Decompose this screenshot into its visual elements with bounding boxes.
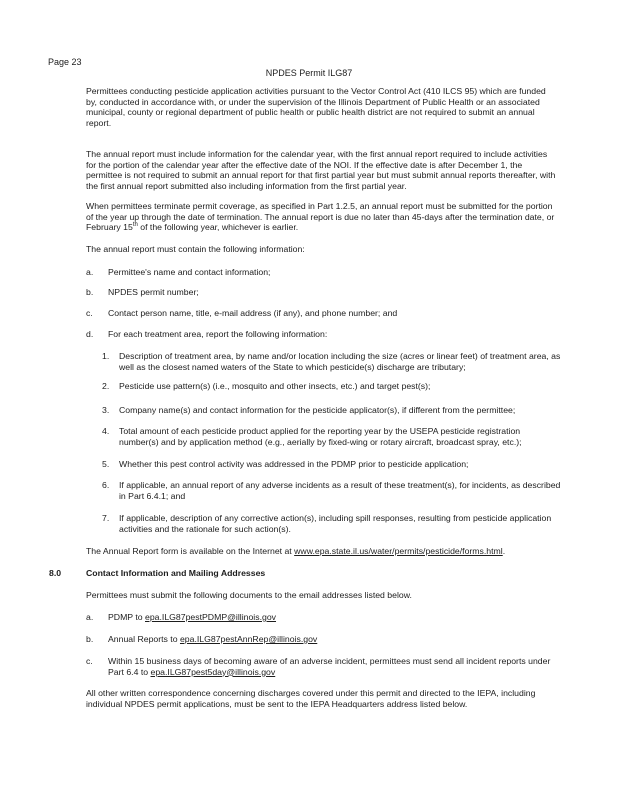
paragraph-vector-control: Permittees conducting pesticide application activities pursuant to the Vector Control Act (410 ILCS 95) which are funded by, conducted in accordance with, or under the supervision of the Illinois Department of Public Health or an associated municipal, county or regional department of public health or public health district are not required to submit an annual report. [86,86,546,128]
form-line-prefix: The Annual Report form is available on the Internet at [86,546,295,556]
contact-prefix: PDMP to [108,612,146,622]
form-availability-line [86,546,558,557]
contact-prefix: Annual Reports to [108,634,180,644]
contact-prefix: Within 15 business days of becoming aware of an adverse incident, permittees must send all incident reports under Part 6.4 to [108,656,551,677]
section-title: Contact Information and Mailing Addresses [86,568,266,578]
contact-text [108,612,558,623]
contact-text [108,634,558,645]
annual-report-email-link[interactable]: epa.ILG87pestAnnRep@illinois.gov [179,634,318,644]
list-text: NPDES permit number; [108,287,199,297]
forms-url-link[interactable]: www.epa.state.il.us/water/permits/pesticide/forms.html [294,546,503,556]
sub-list-label: 6. [102,480,110,490]
sub-list-text: If applicable, an annual report of any adverse incidents as a result of these treatment(s), for incidents, as described in Part 6.4.1; and [119,480,561,501]
sub-list-text: Total amount of each pesticide product applied for the reporting year by the USEPA pesticide registration number(s) and by application method (e.g., aerially by fixed-wing or rotary aircraft, broadcast spray, etc.); [119,426,522,447]
section-intro: Permittees must submit the following documents to the email addresses listed below. [86,590,412,600]
list-label: c. [86,308,93,318]
sub-list-text: Description of treatment area, by name and/or location including the size (acres or linear feet) of treatment area, as well as the closest named waters of the State to which pesticide(s) discharge are tributary; [119,351,561,372]
sub-list-text: Company name(s) and contact information for the pesticide applicator(s), if different from the permittee; [119,405,516,415]
contact-label: b. [86,634,94,644]
list-label: b. [86,287,94,297]
contact-text [108,656,558,677]
page-number: Page 23 [48,57,82,67]
contact-label: c. [86,656,93,666]
ordinal-suffix: th [132,222,138,229]
list-text: Permittee's name and contact information; [108,267,271,277]
sub-list-label: 2. [102,381,110,391]
sub-list-text: If applicable, description of any corrective action(s), including spill responses, resulting from pesticide application activities and the rationale for such action(s). [119,513,552,534]
sub-list-text: Pesticide use pattern(s) (i.e., mosquito and other insects, etc.) and target pest(s); [119,381,431,391]
paragraph-termination [86,201,558,233]
paragraph-report-contents: The annual report must contain the following information: [86,244,305,254]
sub-list-label: 5. [102,459,110,469]
section-number: 8.0 [49,568,62,578]
sub-list-label: 1. [102,351,110,361]
termination-text: When permittees terminate permit coverage, as specified in Part 1.2.5, an annual report must be submitted for the portion of the year up through the date of termination. The annual report is due no later than 45-days after the termination date, or February 15 [86,201,555,233]
list-text: Contact person name, title, e-mail address (if any), and phone number; and [108,308,398,318]
list-label: d. [86,329,94,339]
contact-label: a. [86,612,94,622]
form-line-suffix: . [502,546,506,556]
list-text: For each treatment area, report the following information: [108,329,328,339]
incident-email-link[interactable]: epa.ILG87pest5day@illinois.gov [150,666,276,677]
permit-title: NPDES Permit ILG87 [265,68,353,78]
sub-list-label: 3. [102,405,110,415]
termination-text-end: of the following year, whichever is earlier. [137,222,299,233]
sub-list-label: 7. [102,513,110,523]
pdmp-email-link[interactable]: epa.ILG87pestPDMP@illinois.gov [145,612,277,622]
sub-list-label: 4. [102,426,110,436]
sub-list-text: Whether this pest control activity was addressed in the PDMP prior to pesticide application; [119,459,469,469]
paragraph-calendar-year: The annual report must include information for the calendar year, with the first annual report required to include activities for the portion of the calendar year after the effective date of the NOI. If the effective date is after December 1, the permittee is not required to submit an annual report for that first partial year but must submit annual reports thereafter, with the first annual report submitted also including information from the first partial year. [86,149,556,191]
closing-paragraph: All other written correspondence concerning discharges covered under this permit and directed to the IEPA, including individual NPDES permit applications, must be sent to the IEPA Headquarters address listed below. [86,688,536,709]
list-label: a. [86,267,94,277]
